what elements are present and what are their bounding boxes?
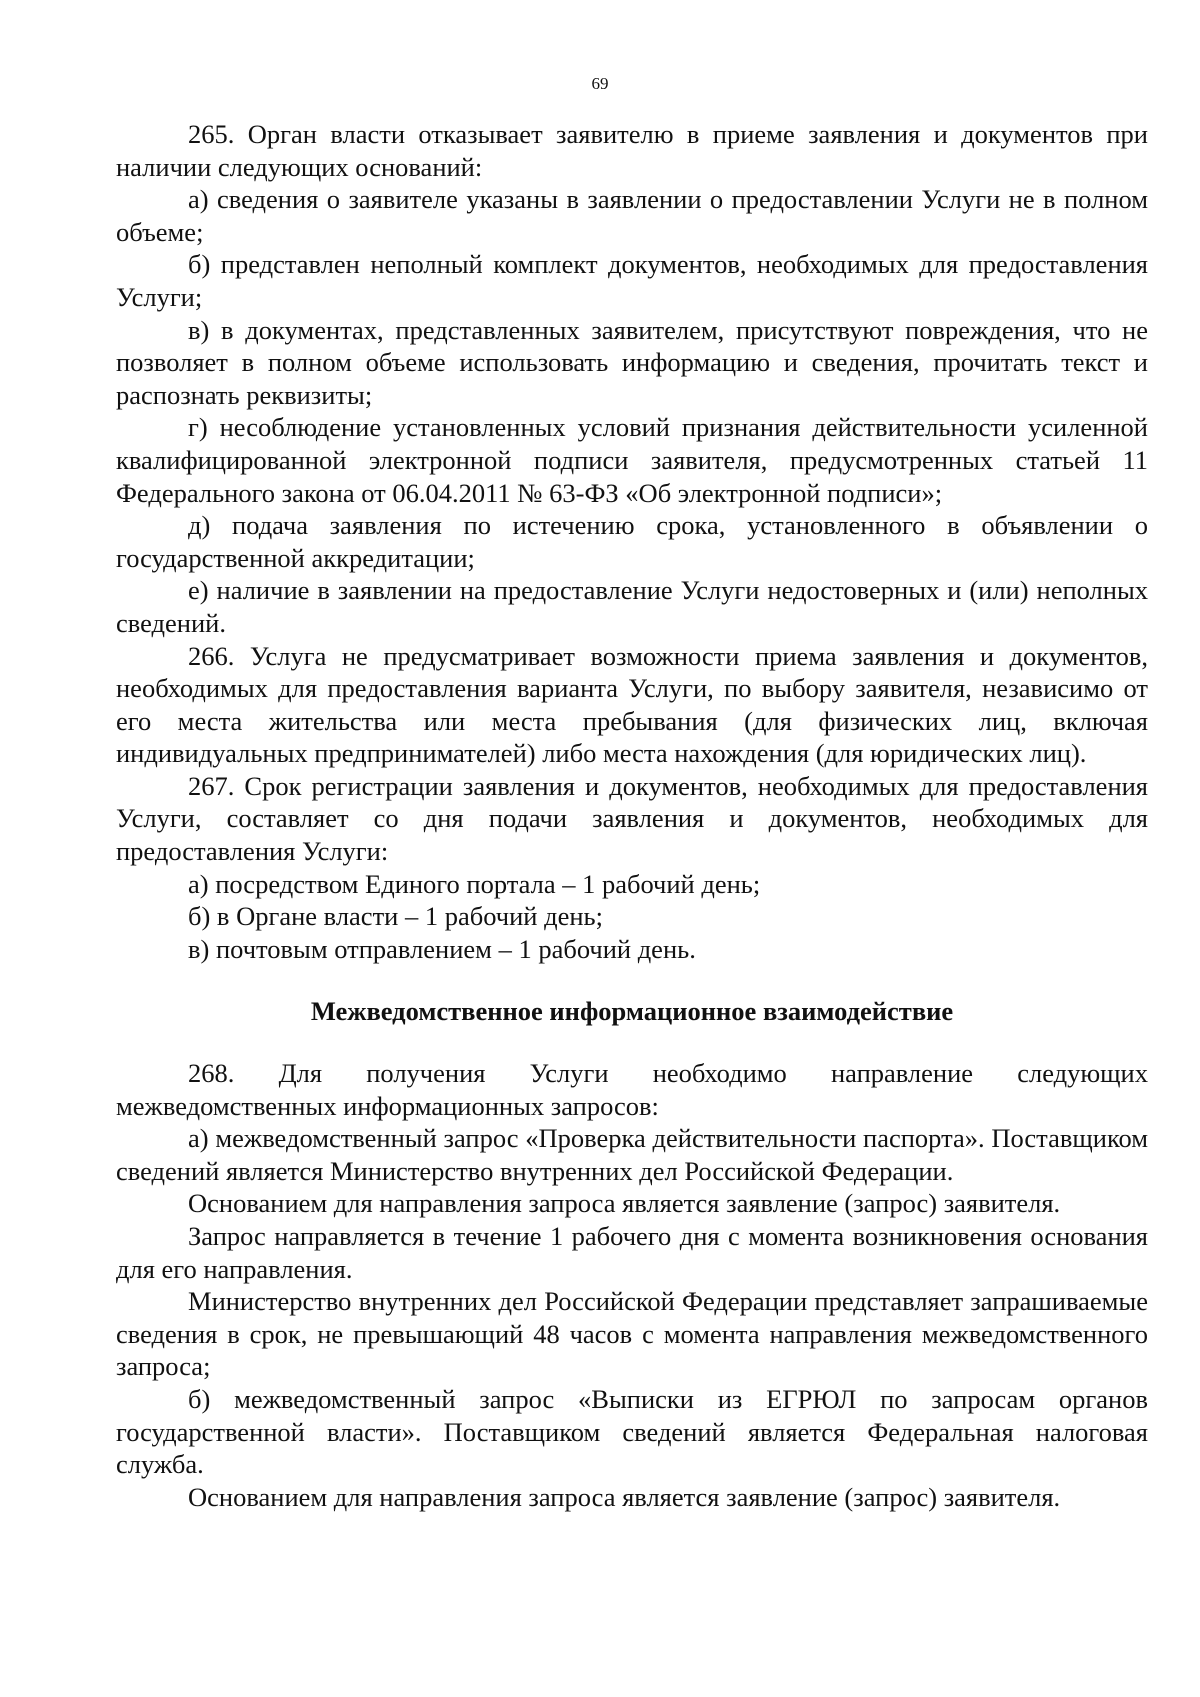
paragraph-basis-1: Основанием для направления запроса является заявление (запрос) заявителя. [188,1188,1061,1219]
paragraph-request-timing: Запрос направляется в течение 1 рабочего дня с момента возникновения основания для его направления. [116,1221,1148,1284]
paragraph-265: 265. Орган власти отказывает заявителю в приеме заявления и документов при наличии следующих оснований: [116,119,1148,182]
section-heading: Межведомственное информационное взаимодействие [310,996,954,1027]
list-item-265-v: в) в документах, представленных заявителем, присутствуют повреждения, что не позволяет в полном объеме использовать информацию и сведения, прочитать текст и распознать реквизиты; [116,314,1148,410]
list-item-268-b: б) межведомственный запрос «Выписки из ЕГРЮЛ по запросам органов государственной власти». Поставщиком сведений является Федеральная налоговая служба. [116,1383,1148,1480]
list-item-265-g: г) несоблюдение установленных условий признания действительности усиленной квалифицированной электронной подписи заявителя, предусмотренных статьей 11 Федерального закона от 06.04.2011 № 63-ФЗ «Об электронной подписи»; [116,412,1148,508]
list-item-268-a: а) межведомственный запрос «Проверка действительности паспорта». Поставщиком сведений является Министерство внутренних дел Российской Федерации. [116,1123,1148,1186]
page-number: 69 [591,74,609,93]
list-item-265-d: д) подача заявления по истечению срока, установленного в объявлении о государственной аккредитации; [116,510,1148,573]
list-item-265-b: б) представлен неполный комплект документов, необходимых для предоставления Услуги; [116,249,1148,312]
paragraph-267: 267. Срок регистрации заявления и документов, необходимых для предоставления Услуги, составляет со дня подачи заявления и документов, необходимых для предоставления Услуги: [116,770,1148,867]
list-item-267-a: а) посредством Единого портала – 1 рабочий день; [188,868,761,899]
list-item-267-v: в) почтовым отправлением – 1 рабочий день. [188,933,696,964]
paragraph-ministry-response: Министерство внутренних дел Российской Федерации представляет запрашиваемые сведения в срок, не превышающий 48 часов с момента направления межведомственного запроса; [116,1286,1148,1382]
list-item-265-e: е) наличие в заявлении на предоставление Услуги недостоверных и (или) неполных сведений. [116,575,1148,638]
paragraph-268: 268. Для получения Услуги необходимо направление следующих межведомственных информационных запросов: [116,1058,1148,1121]
list-item-265-a: а) сведения о заявителе указаны в заявлении о предоставлении Услуги не в полном объеме; [116,184,1148,247]
list-item-267-b: б) в Органе власти – 1 рабочий день; [188,901,603,932]
paragraph-266: 266. Услуга не предусматривает возможности приема заявления и документов, необходимых для предоставления варианта Услуги, по выбору заявителя, независимо от его места жительства или места пребывания (для физических лиц, включая индивидуальных предпринимателей) либо места нахождения (для юридических лиц). [116,640,1148,769]
paragraph-basis-2: Основанием для направления запроса является заявление (запрос) заявителя. [188,1481,1061,1512]
document-body [116,118,1148,1513]
